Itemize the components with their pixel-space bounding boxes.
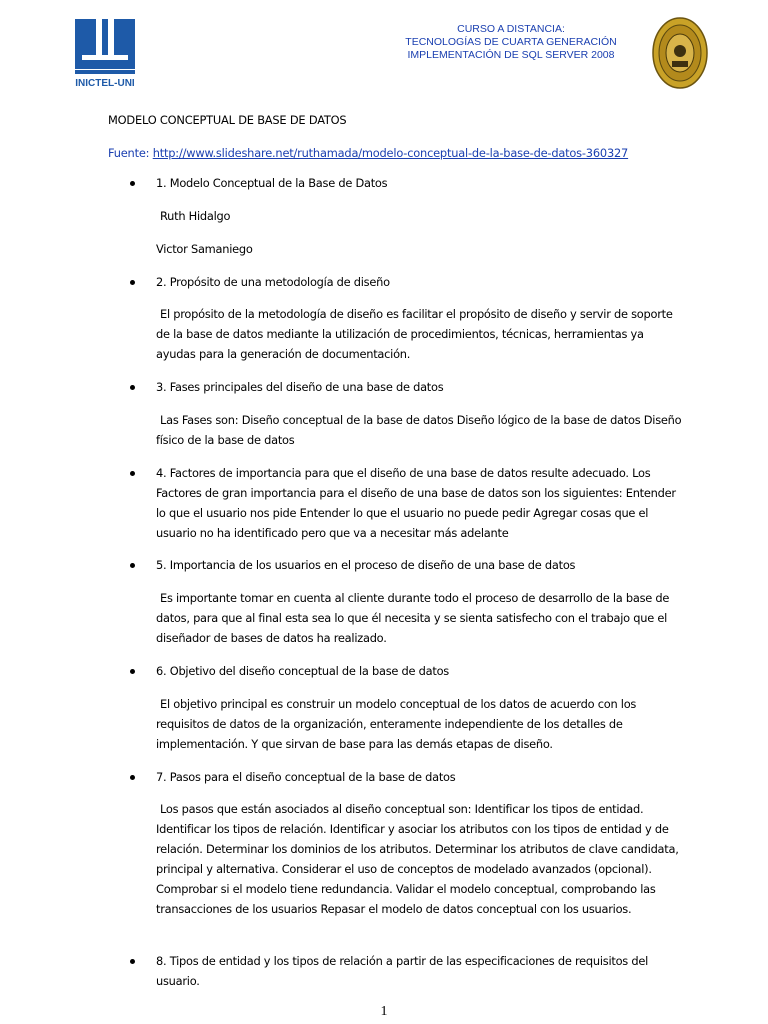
header-line-1: CURSO A DISTANCIA: (457, 23, 565, 35)
item-1-author-1: Ruth Hidalgo (160, 209, 231, 223)
header-line-2: TECNOLOGÍAS DE CUARTA GENERACIÓN (405, 36, 617, 48)
doc-title: MODELO CONCEPTUAL DE BASE DE DATOS (108, 113, 347, 127)
source-label: Fuente: (108, 146, 150, 160)
item-8-heading: 8. Tipos de entidad y los tipos de relación a partir de las especificaciones de requisitos del usuario. (156, 954, 649, 988)
item-5-body: Es importante tomar en cuenta al cliente durante todo el proceso de desarrollo de la base de datos, para que al final esta sea lo que él necesita y se sienta satisfecho con el trabajo que el diseñador de bases de datos ha realizado. (156, 591, 670, 645)
source-link[interactable]: http://www.slideshare.net/ruthamada/modelo-conceptual-de-la-base-de-datos-360327 (152, 146, 629, 160)
page-number: 1 (380, 1004, 388, 1019)
item-2-heading: 2. Propósito de una metodología de diseño (156, 275, 390, 289)
svg-text:INICTEL-UNI: INICTEL-UNI (75, 78, 135, 89)
item-2-body: El propósito de la metodología de diseño es facilitar el propósito de diseño y servir de soporte de la base de datos mediante la utilización de procedimientos, técnicas, herramientas ya ayudas para la generación de documentación. (156, 307, 673, 361)
item-6-body: El objetivo principal es construir un modelo conceptual de los datos de acuerdo con los requisitos de datos de la organización, enteramente independiente de los detalles de implementación. Y que sirvan de base para las demás etapas de diseño. (156, 697, 637, 751)
item-4-heading: 4. Factores de importancia para que el diseño de una base de datos resulte adecuado. Los Factores de gran importancia para el diseño de una base de datos son los siguientes: Entender lo que el usuario nos pide Entender lo que el usuario no puede pedir Agregar cosas que el usuario no ha identificado pero que va a necesitar más adelante (156, 466, 676, 540)
item-3-heading: 3. Fases principales del diseño de una base de datos (156, 380, 444, 394)
item-5-heading: 5. Importancia de los usuarios en el proceso de diseño de una base de datos (156, 558, 576, 572)
item-3-body: Las Fases son: Diseño conceptual de la base de datos Diseño lógico de la base de datos Diseño físico de la base de datos (156, 413, 682, 447)
item-7-body: Los pasos que están asociados al diseño conceptual son: Identificar los tipos de entidad. Identificar los tipos de relación. Identificar y asociar los atributos con los tipos de entidad y de relación. Determinar los dominios de los atributos. Determinar los atributos de clave candidata, principal y alternativa. Considerar el uso de conceptos de modelado avanzados (opcional). Comprobar si el modelo tiene redundancia. Validar el modelo conceptual, comprobando las transacciones de los usuarios Repasar el modelo de datos conceptual con los usuarios. (156, 802, 679, 916)
header-line-3: IMPLEMENTACIÓN DE SQL SERVER 2008 (407, 49, 615, 61)
item-7-heading: 7. Pasos para el diseño conceptual de la base de datos (156, 770, 456, 784)
item-1-heading: 1. Modelo Conceptual de la Base de Datos (156, 176, 388, 190)
item-1-author-2: Victor Samaniego (156, 242, 253, 256)
item-6-heading: 6. Objetivo del diseño conceptual de la base de datos (156, 664, 449, 678)
